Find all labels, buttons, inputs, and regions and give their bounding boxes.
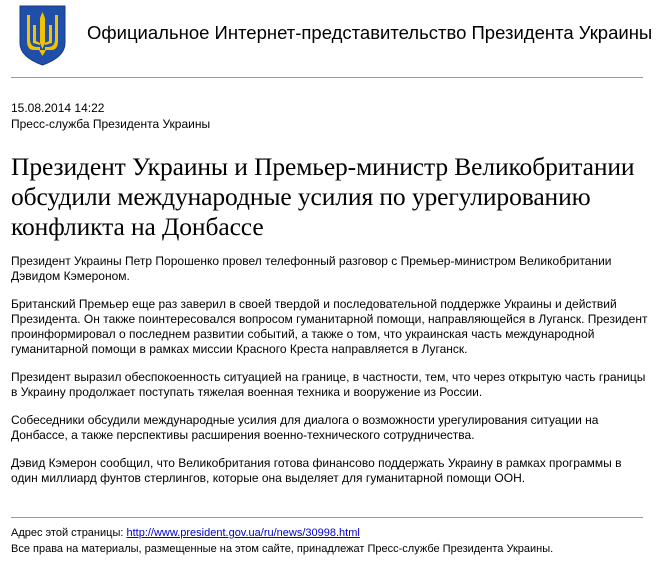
page-header <box>0 0 663 70</box>
site-title: Официальное Интернет-представительство Президента Украины <box>87 22 653 43</box>
ukraine-trident-emblem-icon <box>17 3 68 67</box>
article-body <box>11 254 651 499</box>
publish-datetime: 15.08.2014 14:22 <box>11 101 105 115</box>
page-footer <box>11 525 553 557</box>
article-paragraph: Собеседники обсудили международные усилия для диалога о возможности урегулирования ситуации на Донбассе, а также перспективы расширения военно-технического сотрудничества. <box>11 413 599 442</box>
page-url-link[interactable]: http://www.president.gov.ua/ru/news/30998.html <box>126 527 360 539</box>
header-divider <box>11 77 643 78</box>
press-source: Пресс-служба Президента Украины <box>11 117 211 131</box>
page-address <box>11 525 553 541</box>
copyright-notice: Все права на материалы, размещенные на этом сайте, принадлежат Пресс-службе Президента Украины. <box>11 543 554 555</box>
footer-divider <box>11 517 643 518</box>
address-label: Адрес этой страницы: <box>11 527 124 539</box>
article-paragraph: Британский Премьер еще раз заверил в своей твердой и последовательной поддержке Украины и действий Президента. Он также поинтересовался вопросом гуманитарной помощи, направляющейся в Луганск. Президент проинформировал о последнем развитии событий, а также о том, что украинская часть международной гуманитарной помощи в рамках миссии Красного Креста направляется в Луганск. <box>11 297 648 356</box>
article-title: Президент Украины и Премьер-министр Великобритании обсудили международные усилия по урегулированию конфликта на Донбассе <box>11 152 635 241</box>
article-paragraph: Дэвид Кэмерон сообщил, что Великобритания готова финансово поддержать Украину в рамках программы в один миллиард фунтов стерлингов, которые она выделяет для гуманитарной помощи ООН. <box>11 456 622 485</box>
article-meta <box>11 100 210 132</box>
article-paragraph: Президент выразил обеспокоенность ситуацией на границе, в частности, тем, что через открытую часть границы в Украину продолжает поступать тяжелая военная техника и вооружение из России. <box>11 370 646 399</box>
article-paragraph: Президент Украины Петр Порошенко провел телефонный разговор с Премьер-министром Великобритании Дэвидом Кэмероном. <box>11 254 612 283</box>
